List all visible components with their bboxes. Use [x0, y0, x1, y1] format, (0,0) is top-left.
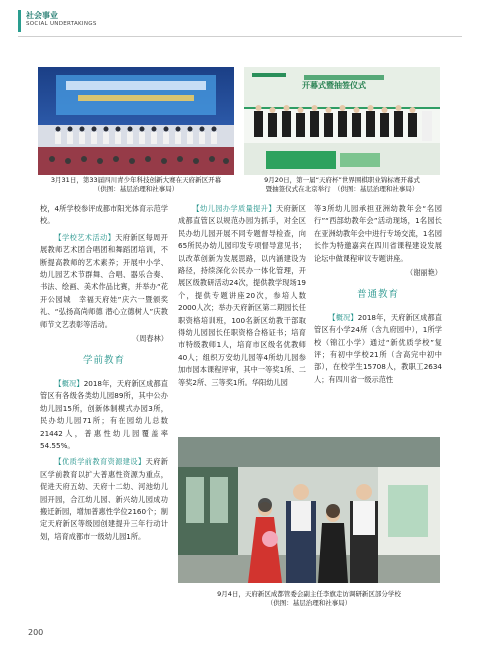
header-title-cn: 社会事业 — [26, 11, 58, 20]
text-column-2 — [178, 203, 306, 389]
col3-text-overview: 2018年，天府新区成都直管区有小学24所（含九府园中），1所学校（锦江小学）通过“新优质学校”复评；有初中学校21所（含高完中初中部），在校学生15708人，教职工2634人；有四川省一级示范性 — [314, 312, 442, 384]
caption-photo1-line1: 3月31日，第33届四川青少年科技创新大赛在天府新区开幕 — [50, 176, 222, 184]
caption-photo1 — [38, 176, 234, 194]
col3-tag-overview: 【概况】 — [328, 312, 358, 322]
section-title-general-education: 普通教育 — [356, 289, 399, 301]
col1-signature-1: （周春林） — [132, 334, 168, 344]
photo-school-visit — [178, 437, 440, 583]
col1-tag-overview: 【概况】 — [54, 378, 84, 388]
col1-paragraph-2 — [40, 378, 168, 452]
caption-photo3 — [178, 590, 440, 608]
caption-photo1-line2: （供图：基层治理和社事局） — [93, 185, 179, 193]
header-accent-bar — [18, 10, 21, 32]
caption-photo2-line1: 9月20日，第一届“天府杯”世界围棋职业锦标赛开幕式 — [264, 176, 420, 184]
page-number: 200 — [28, 628, 44, 637]
col3-paragraph-1: 等3所幼儿园承担亚洲幼教年会“名园行”“西部幼教年会”活动现场，1名园长在亚洲幼教年会中进行专场交流，1名园长作为特邀嘉宾在四川省课程建设发展论坛中做课程审议专题讲座。 — [314, 204, 442, 263]
photo2-sign-text: 开幕式暨抽签仪式 — [302, 81, 366, 90]
col1-text-art: 天府新区每周开展教师艺术团合唱团和舞蹈团培训，不断提高教师的艺术素养；开展中小学、幼儿园艺术节群舞、合唱、器乐合奏、书法、绘画、美术作品比赛，并举办“花开公园城 幸福天府娃”庆六一暨颁奖礼、“弘扬高尚师德 潜心立德树人”庆教师节文艺表彰等活动。 — [40, 232, 168, 329]
text-column-3 — [314, 203, 442, 386]
caption-photo3-line2: （供图：基层治理和社事局） — [266, 599, 352, 607]
col1-paragraph-3 — [40, 456, 168, 543]
col1-text-overview: 2018年，天府新区成都直管区有各级各类幼儿园89所，其中公办幼儿园15所，创新体制模式办园3所，民办幼儿园71所；有在园幼儿总数21442人，普惠性幼儿园覆盖率54.55%。 — [40, 378, 168, 450]
section-title-preschool: 学前教育 — [82, 355, 125, 367]
col3-paragraph-2 — [314, 312, 442, 386]
col1-tag-resources: 【优质学前教育资源建设】 — [54, 457, 146, 467]
col2-paragraph-1 — [178, 203, 306, 389]
caption-photo2-line2: 暨抽签仪式在北京举行 （供图：基层治理和社事局） — [265, 185, 419, 193]
col1-paragraph-0: 校，4所学校参评成都市阳光体育示范学校。 — [40, 204, 168, 226]
col1-tag-art: 【学校艺术活动】 — [54, 232, 116, 242]
photo-science-competition — [38, 67, 234, 175]
col1-text-resources: 天府新区学前教育以扩大普惠性资源为重点，促进天府五幼、天府十二幼、河池幼儿园开园，合江幼儿园、新兴幼儿园成功搬迁新园，增加普惠性学位2160个；制定天府新区等级园创建提升三年行动计划，培育成都市一级幼儿园1所。 — [40, 457, 168, 541]
col2-tag-quality: 【幼儿园办学质量提升】 — [192, 204, 276, 213]
caption-photo3-line1: 9月4日，天府新区成都管委会副主任李旗走访调研新区部分学校 — [217, 590, 401, 598]
caption-photo2 — [244, 176, 440, 194]
photo-go-tournament — [244, 67, 440, 175]
col1-paragraph-1 — [40, 232, 168, 331]
col3-signature-1: （谢丽艳） — [406, 268, 442, 278]
text-column-1 — [40, 203, 168, 543]
header-title-en: SOCIAL UNDERTAKINGS — [26, 21, 97, 27]
header-divider — [18, 36, 462, 37]
col2-text-quality: 天府新区成都直管区以规范办园为抓手，对全区民办幼儿园开展不同专题督导检查，向65所民办幼儿园印发专项督导意见书；以改革创新为发展思路，以内涵建设为路径，持续深化公民办一体化管理，开展区级教研活动24次，提供教学现场19个，提供专题讲座20次，参培人数2000人次；举办天府新区第二期园长任职资格培训班，100名新区幼教干部取得幼儿园园长任职资格合格证书；培育市特级教师1人，培育市区级名优教师40人；组织万安幼儿园等4所幼儿园参加市园本课程评审，其中一等奖1所、二等奖2所、三等奖1所。华阳幼儿园 — [178, 204, 306, 387]
